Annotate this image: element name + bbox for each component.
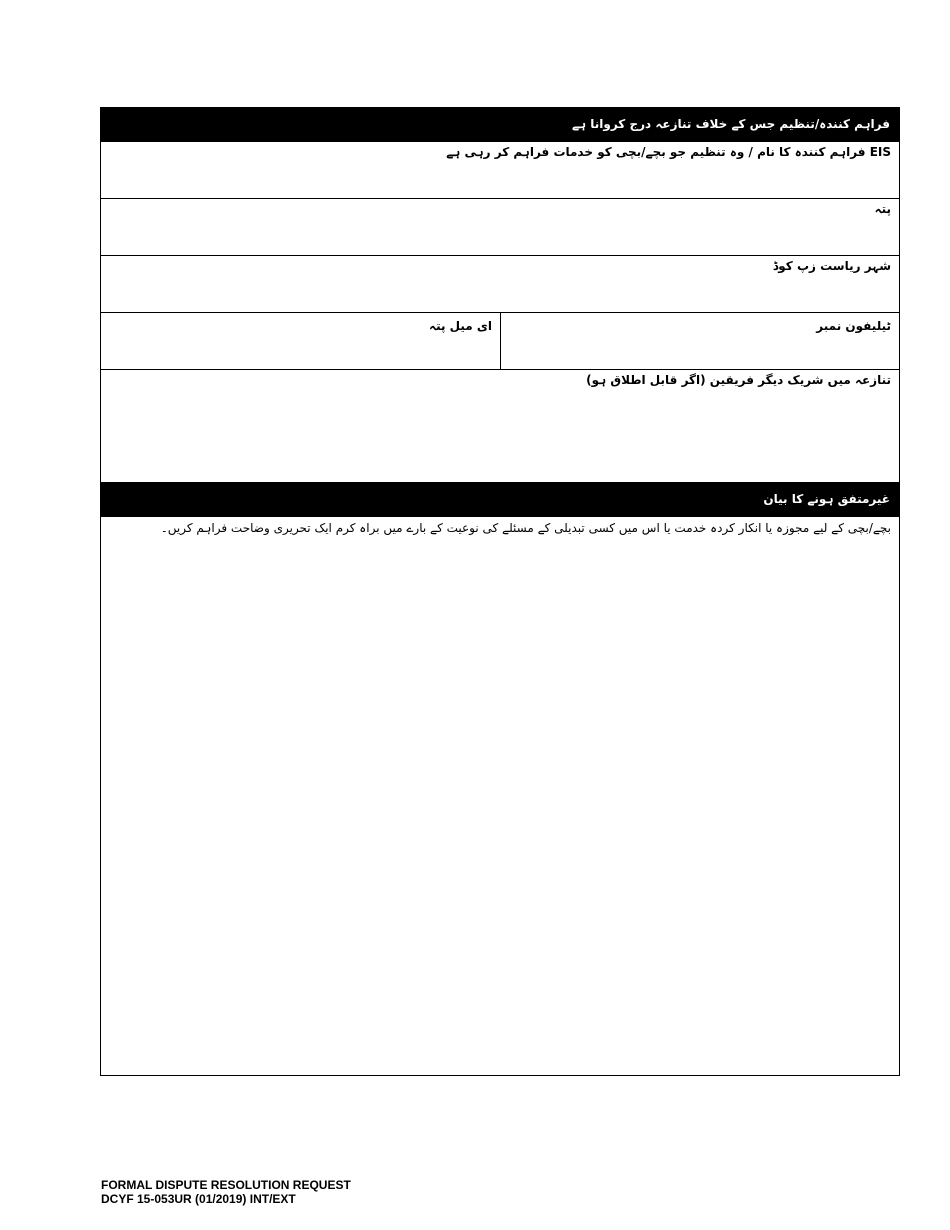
other-parties-label: تنازعہ میں شریک دیگر فریقین (اگر قابل اطلاق ہو) xyxy=(586,373,891,387)
dispute-form xyxy=(100,107,900,1076)
phone-field[interactable] xyxy=(500,313,899,369)
email-label: ای میل پتہ xyxy=(429,319,492,333)
form-number: DCYF 15-053UR (01/2019) INT/EXT xyxy=(101,1192,296,1206)
provider-name-label: EIS فراہم کنندہ کا نام / وہ تنظیم جو بچے/بچی کو خدمات فراہم کر رہی ہے xyxy=(446,145,891,159)
provider-section-header: فراہم کنندہ/تنظیم جس کے خلاف تنازعہ درج کروانا ہے xyxy=(100,107,900,142)
email-field[interactable] xyxy=(101,313,500,369)
other-parties-row[interactable] xyxy=(100,370,900,482)
disagreement-instructions: بچے/بچی کے لیے مجوزہ یا انکار کردہ خدمت یا اس میں کسی تبدیلی کے مسئلے کی نوعیت کے بارے میں براہ کرم ایک تحریری وضاحت فراہم کریں۔ xyxy=(160,521,891,535)
city-state-zip-label: شہر ریاست زپ کوڈ xyxy=(772,259,891,273)
address-label: پتہ xyxy=(874,202,891,216)
disagreement-statement-box[interactable] xyxy=(100,517,900,1076)
phone-label: ٹیلیفون نمبر xyxy=(816,319,891,333)
form-footer xyxy=(101,1178,351,1206)
address-row[interactable] xyxy=(100,199,900,256)
disagreement-section-header: غیرمتفق ہونے کا بیان xyxy=(100,482,900,517)
form-title: FORMAL DISPUTE RESOLUTION REQUEST xyxy=(101,1178,351,1192)
provider-name-row[interactable] xyxy=(100,142,900,199)
city-state-zip-row[interactable] xyxy=(100,256,900,313)
phone-email-row xyxy=(100,313,900,370)
